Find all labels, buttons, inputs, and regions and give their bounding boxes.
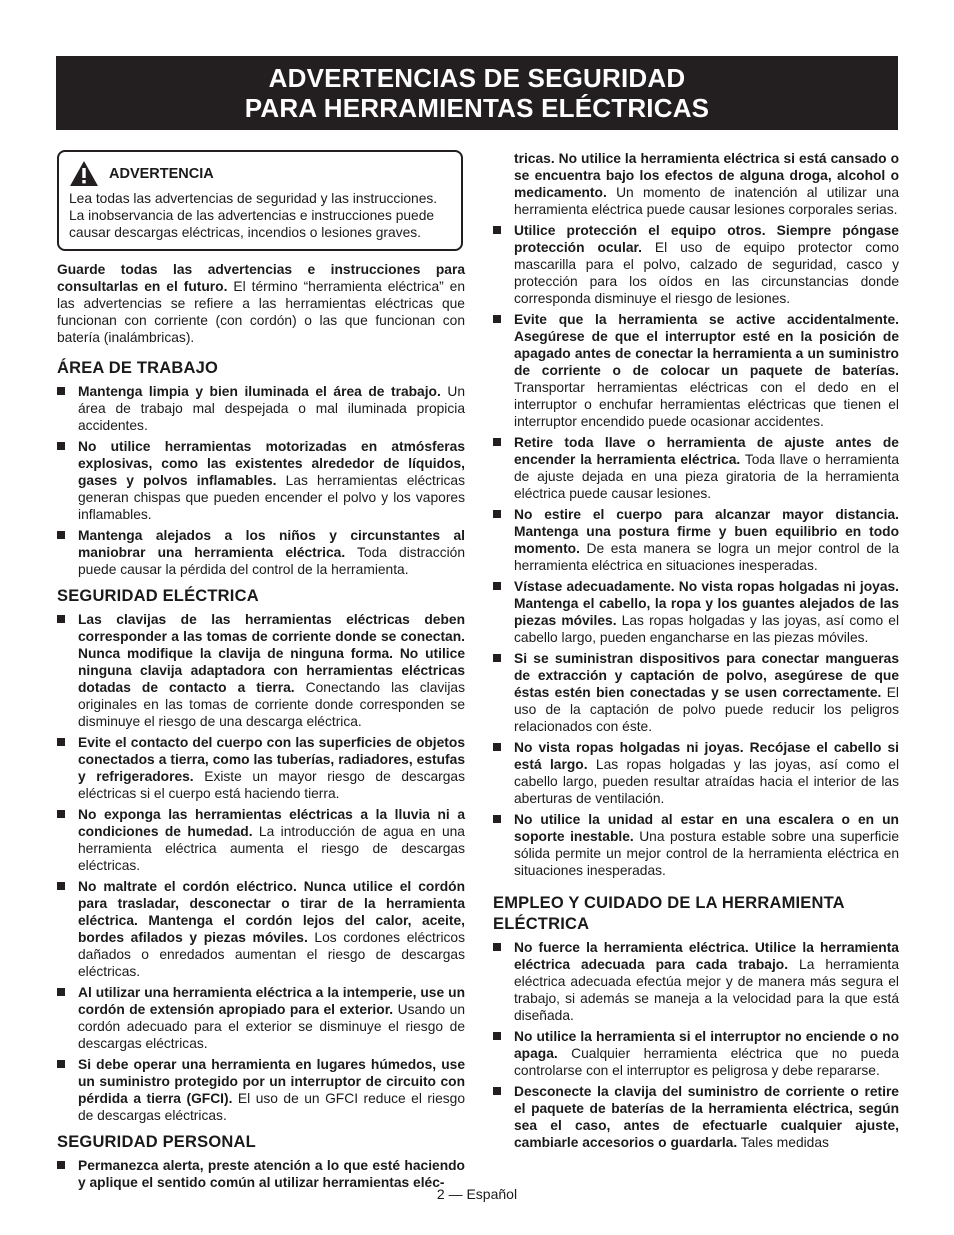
item-text: Existe un mayor riesgo de descargas eléctricas si el cuerpo está haciendo tierra. [78,769,465,801]
item-text: Una postura estable sobre una superficie sólida permite un mejor control de la herramienta eléctrica en situaciones inesperadas. [514,829,899,878]
bullet-square-icon [57,810,65,818]
item-text: El uso de un GFCI reduce el riesgo de descargas eléctricas. [78,1091,465,1123]
bullet-square-icon [57,531,65,539]
item-text: Cualquier herramienta eléctrica que no pueda controlarse con el interruptor es peligrosa y debe repararse. [514,1046,899,1078]
bullet-square-icon [493,815,501,823]
item-bold: Las clavijas de las herramientas eléctricas deben corresponder a las tomas de corriente donde se conectan. Nunca modifique la clavija de ninguna forma. No utilice ninguna clavija adaptadora con herramientas eléctricas dotadas de contacto a tierra. [78,612,465,695]
list-item [57,1056,465,1124]
item-bold: No exponga las herramientas eléctricas a la lluvia ni a condiciones de humedad. [78,807,465,839]
item-bold: Retire toda llave o herramienta de ajuste antes de encender la herramienta eléctrica. [514,435,899,467]
bullet-square-icon [57,387,65,395]
bullet-square-icon [57,988,65,996]
list-item [57,383,465,434]
bullet-square-icon [493,510,501,518]
item-bold: No utilice herramientas motorizadas en atmósferas explosivas, como las existentes alrededor de líquidos, gases y polvos inflamables. [78,439,465,488]
warning-box [57,150,463,251]
intro-text: El término “herramienta eléctrica” en las advertencias se refiere a las herramientas eléctricas que funcionan con corriente (con cordón) o las que funcionan con batería (inalámbricas). [57,279,466,345]
bullet-square-icon [493,1087,501,1095]
list-item [493,1028,899,1079]
item-bold: Al utilizar una herramienta eléctrica a la intemperie, use un cordón de extensión apropiado para el exterior. [78,985,465,1017]
item-text: Los cordones eléctricos dañados o enredados aumentan el riesgo de descargas eléctricas. [78,930,465,979]
page-title-line-1: ADVERTENCIAS DE SEGURIDAD [268,63,686,93]
bullet-square-icon [57,442,65,450]
electrical-list [57,611,465,1124]
item-bold: Si se suministran dispositivos para conectar mangueras de extracción y captación de polvo, asegúrese de que éstas estén bien conectadas y se usen correctamente. [514,651,899,700]
list-item [57,734,465,802]
item-text: Usando un cordón adecuado para el exterior se disminuye el riesgo de descargas eléctricas. [78,1002,465,1051]
item-bold: Mantenga limpia y bien iluminada el área de trabajo. [78,384,441,399]
bullet-square-icon [493,743,501,751]
bullet-square-icon [493,1032,501,1040]
item-bold: Si debe operar una herramienta en lugares húmedos, use un suministro protegido por un interruptor de circuito con pérdida a tierra (GFCI). [78,1057,465,1106]
item-text: Un momento de inatención al utilizar una herramienta eléctrica puede causar lesiones corporales serias. [514,185,899,217]
warning-text: Lea todas las advertencias de seguridad y las instrucciones. La inobservancia de las advertencias e instrucciones puede causar descargas eléctricas, incendios o lesiones graves. [69,191,438,240]
item-text: Las herramientas eléctricas generan chispas que pueden encender el polvo y los vapores inflamables. [78,473,465,522]
list-item [57,806,465,874]
item-bold: Vístase adecuadamente. No vista ropas holgadas ni joyas. Mantenga el cabello, la ropa y los guantes alejados de las piezas móviles. [514,579,899,628]
use-care-list [493,939,899,1151]
section-title-electrical: SEGURIDAD ELÉCTRICA [57,587,259,605]
bullet-square-icon [493,654,501,662]
bullet-square-icon [493,438,501,446]
item-bold: Mantenga alejados a los niños y circunstantes al maniobrar una herramienta eléctrica. [78,528,465,560]
item-bold: Evite que la herramienta se active accidentalmente. Asegúrese de que el interruptor esté en la posición de apagado antes de conectar la herramienta a un suministro de corriente o de colocar un paquete de baterías. [514,312,899,378]
list-item [493,506,899,574]
item-text: Conectando las clavijas originales en las tomas de corriente donde corresponden se disminuye el riesgo de una descarga eléctrica. [78,680,465,729]
intro-paragraph [57,261,465,346]
left-column [57,150,465,1195]
item-bold: No utilice la herramienta si el interruptor no enciende o no apaga. [514,1029,899,1061]
item-text: Transportar herramientas eléctricas con el dedo en el interruptor o enchufar herramientas eléctricas que tienen el interruptor encendido puede ocasionar accidentes. [514,380,899,429]
page-footer: 2 — Español [436,1186,518,1202]
item-text: Las ropas holgadas y las joyas, así como el cabello largo, pueden engancharse en las piezas móviles. [514,613,900,645]
item-bold: Permanezca alerta, preste atención a lo que esté haciendo y aplique el sentido común al utilizar herramientas eléc- [78,1158,465,1190]
bullet-square-icon [57,615,65,623]
item-bold: tricas. No utilice la herramienta eléctrica si está cansado o se encuentra bajo los efectos de alguna droga, alcohol o medicamento. [514,151,899,200]
warning-triangle-icon [69,160,99,187]
item-text: Las ropas holgadas y las joyas, así como el cabello largo, pueden resultar atraídas hacia el interior de las aberturas de ventilación. [514,757,900,806]
item-text: El uso de equipo protector como mascarilla para el polvo, calzado de seguridad, casco y protección para los oídos en las circunstancias donde corresponda disminuye el riesgo de lesiones. [514,240,899,306]
list-item [493,222,899,307]
section-title-use-care: EMPLEO Y CUIDADO DE LA HERRAMIENTA ELÉCTRICA [493,894,845,933]
list-item [57,527,465,578]
list-item [493,434,899,502]
list-item [493,1083,899,1151]
list-item [493,739,899,807]
item-text: La herramienta eléctrica adecuada efectúa mejor y de manera más segura el trabajo, si además se maneja a la velocidad para la que está diseñada. [514,957,899,1023]
item-text: De esta manera se logra un mejor control de la herramienta eléctrica en situaciones inesperadas. [514,541,899,573]
right-column [493,150,899,1155]
list-item [57,878,465,980]
item-bold: Utilice protección el equipo otros. Siempre póngase protección ocular. [514,223,899,255]
item-bold: No estire el cuerpo para alcanzar mayor distancia. Mantenga una postura firme y buen equilibrio en todo momento. [514,507,899,556]
bullet-square-icon [493,315,501,323]
bullet-square-icon [57,1060,65,1068]
list-item [493,650,899,735]
warning-title: ADVERTENCIA [109,165,214,182]
work-area-list [57,383,465,578]
item-bold: No fuerce la herramienta eléctrica. Utilice la herramienta eléctrica adecuada para cada trabajo. [514,940,899,972]
list-item [57,611,465,730]
section-title-work-area: ÁREA DE TRABAJO [57,359,218,377]
section-title-personal: SEGURIDAD PERSONAL [57,1133,256,1151]
item-text: Toda llave o herramienta de ajuste dejada en una pieza giratoria de la herramienta eléctrica puede causar lesiones. [514,452,899,501]
item-text: Un área de trabajo mal despejada o mal iluminada propicia accidentes. [78,384,465,433]
list-item [493,939,899,1024]
item-text: Toda distracción puede causar la pérdida del control de la herramienta. [78,545,465,577]
list-item [57,984,465,1052]
item-text: El uso de la captación de polvo puede reducir los peligros relacionados con éste. [514,685,899,734]
item-bold: Evite el contacto del cuerpo con las superficies de objetos conectados a tierra, como las tuberías, radiadores, estufas y refrigeradores. [78,735,465,784]
page-title-banner [56,56,898,130]
bullet-square-icon [493,226,501,234]
page-title-line-2: PARA HERRAMIENTAS ELÉCTRICAS [244,93,710,123]
list-item [57,438,465,523]
item-bold: No maltrate el cordón eléctrico. Nunca utilice el cordón para trasladar, desconectar o tirar de la herramienta eléctrica. Mantenga el cordón lejos del calor, aceite, bordes afilados y piezas móviles. [78,879,465,945]
bullet-square-icon [493,582,501,590]
list-item [493,578,899,646]
personal-list [493,222,899,879]
list-item [493,811,899,879]
item-bold: No vista ropas holgadas ni joyas. Recójase el cabello si está largo. [514,740,899,772]
bullet-square-icon [57,882,65,890]
list-item [493,311,899,430]
item-bold: Desconecte la clavija del suministro de corriente o retire el paquete de baterías de la herramienta eléctrica, según sea el caso, antes de efectuarle cualquier ajuste, cambiarle accesorios o guardarla. [514,1084,899,1150]
bullet-square-icon [57,1161,65,1169]
bullet-square-icon [493,943,501,951]
list-item-continuation [493,150,899,218]
bullet-square-icon [57,738,65,746]
intro-bold: Guarde todas las advertencias e instrucciones para consultarlas en el futuro. [57,262,465,294]
warning-header [69,160,451,187]
item-text: Tales medidas [737,1135,829,1150]
item-bold: No utilice la unidad al estar en una escalera o en un soporte inestable. [514,812,899,844]
item-text: La introducción de agua en una herramienta eléctrica aumenta el riesgo de descargas eléctricas. [78,824,465,873]
